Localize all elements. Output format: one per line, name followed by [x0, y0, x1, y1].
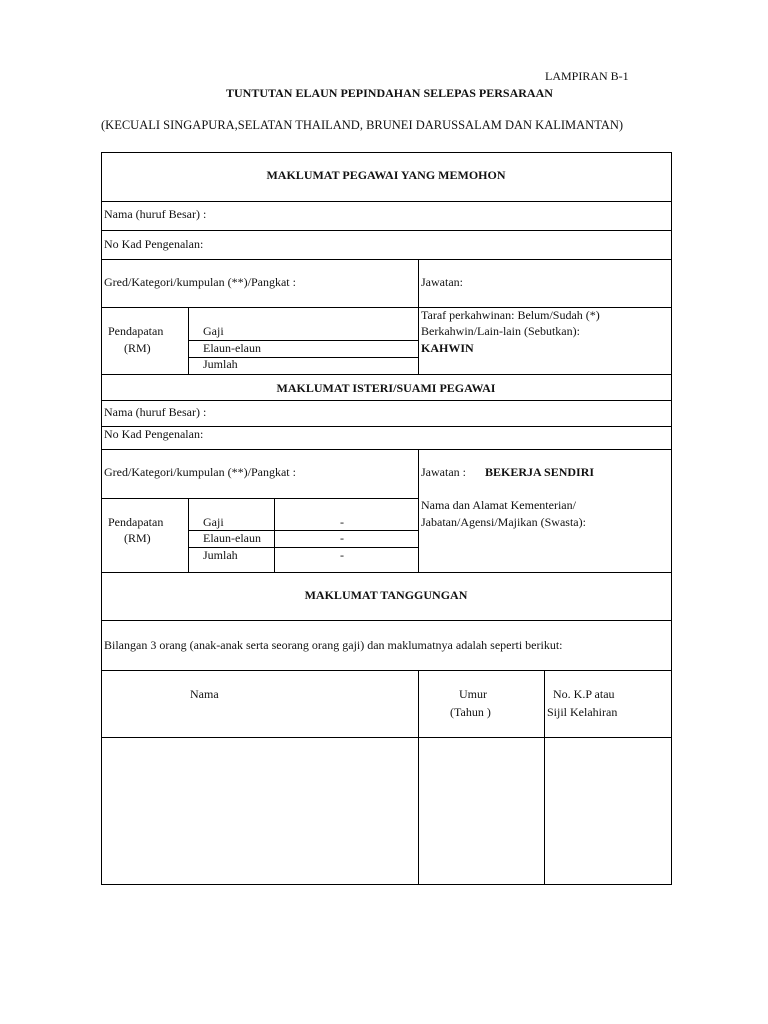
tanggungan-nama-cell[interactable]: [102, 738, 418, 884]
pasangan-jumlah-value[interactable]: -: [340, 548, 344, 562]
pegawai-pendapatan-label: Pendapatan: [108, 324, 164, 338]
pasangan-gaji-label: Gaji: [203, 515, 224, 529]
column-header-kp-2: Sijil Kelahiran: [547, 705, 618, 719]
pasangan-kp-field[interactable]: No Kad Pengenalan:: [104, 427, 204, 441]
tanggungan-umur-cell[interactable]: [419, 738, 544, 884]
section-heading-pegawai: MAKLUMAT PEGAWAI YANG MEMOHON: [266, 168, 506, 182]
pegawai-nama-field[interactable]: Nama (huruf Besar) :: [104, 207, 207, 221]
column-header-nama: Nama: [190, 687, 219, 701]
pegawai-taraf-value[interactable]: KAHWIN: [421, 341, 474, 355]
pasangan-elaun-value[interactable]: -: [340, 531, 344, 545]
pasangan-majikan-label: Nama dan Alamat Kementerian/: [421, 498, 576, 512]
pegawai-rm-label: (RM): [124, 341, 151, 355]
pasangan-gaji-value[interactable]: -: [340, 515, 344, 529]
pasangan-rm-label: (RM): [124, 531, 151, 545]
pegawai-gred-field[interactable]: Gred/Kategori/kumpulan (**)/Pangkat :: [104, 275, 296, 289]
pegawai-gaji-field[interactable]: Gaji: [203, 324, 224, 338]
pegawai-taraf-label: Taraf perkahwinan: Belum/Sudah (*): [421, 308, 600, 322]
tanggungan-description: Bilangan 3 orang (anak-anak serta seorang orang gaji) dan maklumatnya adalah seperti berikut:: [104, 638, 563, 652]
pegawai-kp-field[interactable]: No Kad Pengenalan:: [104, 237, 204, 251]
pasangan-gred-field[interactable]: Gred/Kategori/kumpulan (**)/Pangkat :: [104, 465, 296, 479]
section-heading-tanggungan: MAKLUMAT TANGGUNGAN: [304, 588, 468, 602]
column-header-umur: Umur: [459, 687, 487, 701]
pasangan-majikan-label-2: Jabatan/Agensi/Majikan (Swasta):: [421, 515, 586, 529]
tanggungan-kp-cell[interactable]: [545, 738, 671, 884]
form-subtitle: (KECUALI SINGAPURA,SELATAN THAILAND, BRUNEI DARUSSALAM DAN KALIMANTAN): [101, 118, 624, 132]
pegawai-jawatan-field[interactable]: Jawatan:: [421, 275, 463, 289]
column-header-kp: No. K.P atau: [553, 687, 615, 701]
form-title: TUNTUTAN ELAUN PEPINDAHAN SELEPAS PERSARAAN: [226, 86, 553, 100]
pegawai-jumlah-field[interactable]: Jumlah: [203, 357, 238, 371]
pasangan-nama-field[interactable]: Nama (huruf Besar) :: [104, 405, 207, 419]
pasangan-jawatan-label: Jawatan :: [421, 465, 466, 479]
section-heading-pasangan: MAKLUMAT ISTERI/SUAMI PEGAWAI: [276, 381, 496, 395]
pasangan-elaun-label: Elaun-elaun: [203, 531, 261, 545]
pasangan-jawatan-value[interactable]: BEKERJA SENDIRI: [485, 465, 595, 479]
pasangan-pendapatan-label: Pendapatan: [108, 515, 164, 529]
pegawai-elaun-field[interactable]: Elaun-elaun: [203, 341, 261, 355]
lampiran-label: LAMPIRAN B-1: [545, 69, 629, 83]
pegawai-taraf-label-2: Berkahwin/Lain-lain (Sebutkan):: [421, 324, 580, 338]
column-header-umur-unit: (Tahun ): [450, 705, 491, 719]
pasangan-jumlah-label: Jumlah: [203, 548, 238, 562]
